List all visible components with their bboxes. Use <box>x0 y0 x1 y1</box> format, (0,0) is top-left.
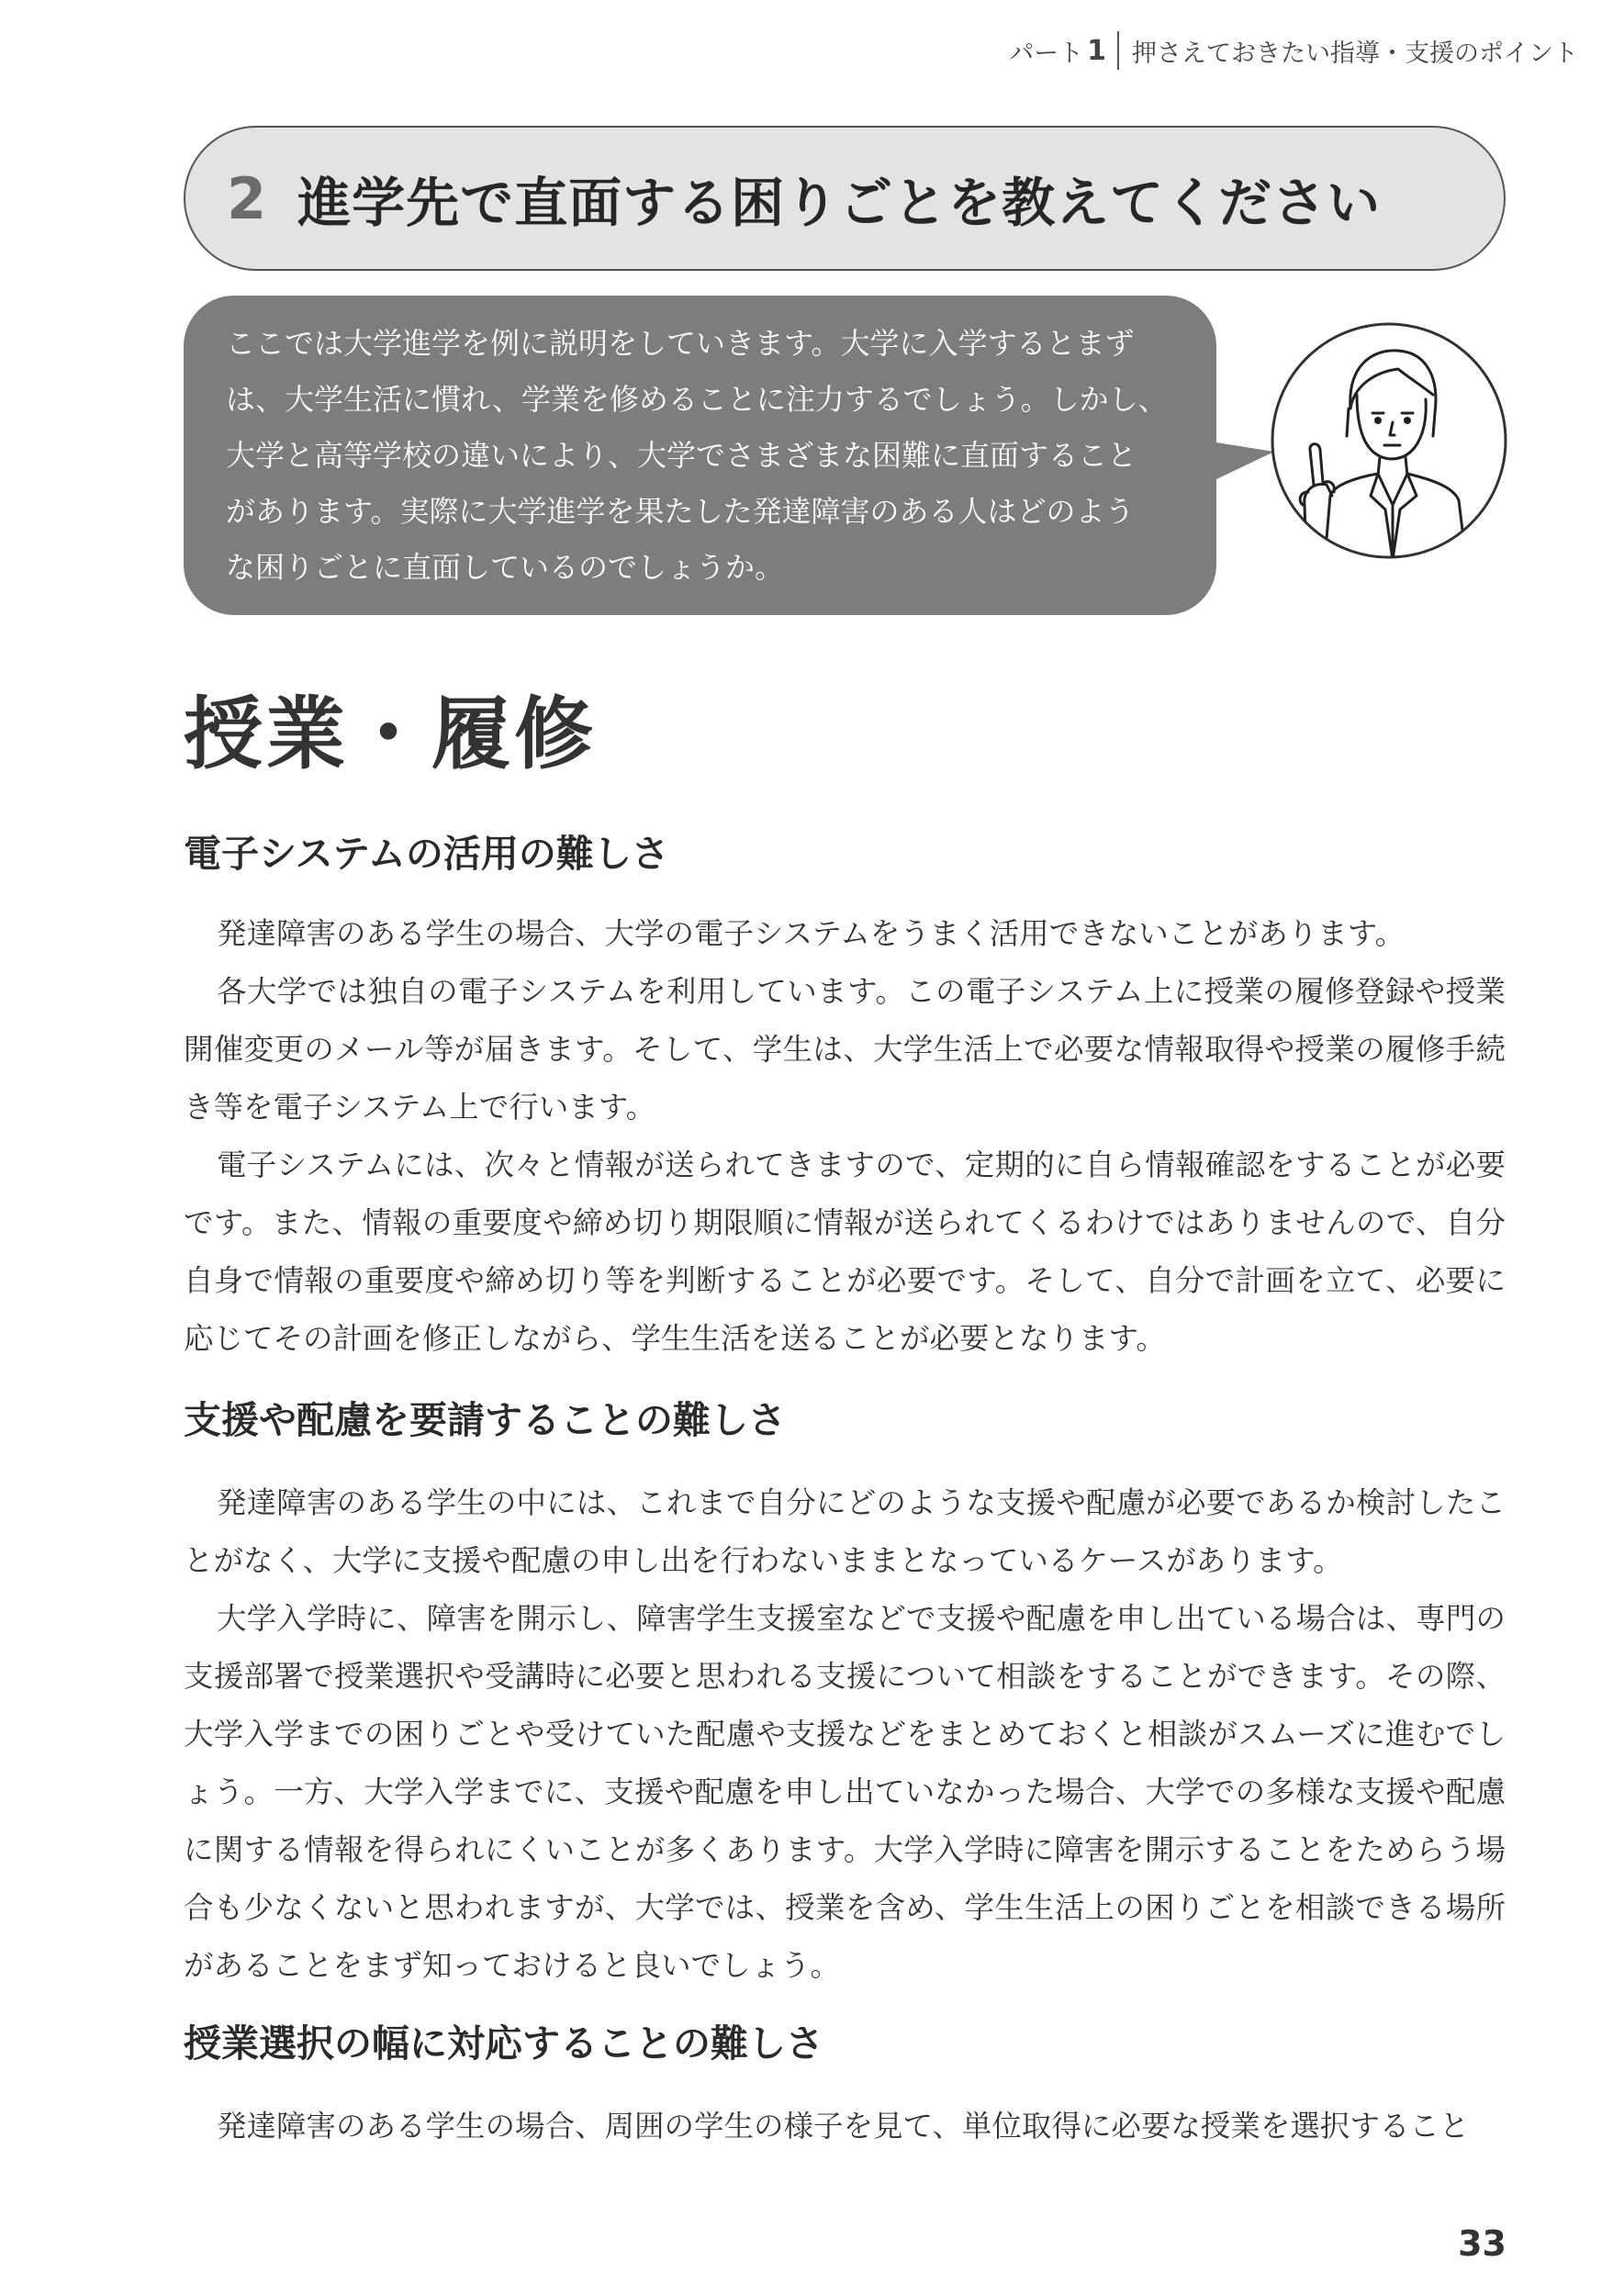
running-header <box>1009 33 1578 68</box>
subsection-heading: 授業選択の幅に対応することの難しさ <box>184 2021 823 2066</box>
teacher-avatar <box>1270 321 1508 560</box>
question-title-box <box>184 126 1506 271</box>
paragraph: 発達障害のある学生の場合、大学の電子システムをうまく活用できないことがあります。 <box>217 916 1406 951</box>
paragraph: 大学入学時に、障害を開示し、障害学生支援室などで支援や配慮を申し出ている場合は、専門の支援部署で授業選択や受講時に必要と思われる支援について相談をすることができます。その際、大学入学までの困りごとや受けていた配慮や支援などをまとめておくと相談がスムーズに進むでしょう。一方、大学入学までに、支援や配慮を申し出ていなかった場合、大学での多様な支援や配慮に関する情報を得られにくいことが多くあります。大学入学時に障害を開示することをためらう場合も少なくないと思われますが、大学では、授業を含め、学生生活上の困りごとを相談できる場所があることをまず知っておけると良いでしょう。 <box>184 1601 1506 1983</box>
header-divider <box>1117 31 1119 70</box>
paragraph: 各大学では独自の電子システムを利用しています。この電子システム上に授業の履修登録や授業開催変更のメール等が届きます。そして、学生は、大学生活上で必要な情報取得や授業の履修手続き等を電子システム上で行います。 <box>184 974 1506 1125</box>
section-heading: 授業・履修 <box>184 688 597 780</box>
teacher-illustration-icon <box>1270 321 1508 560</box>
paragraph: 発達障害のある学生の場合、周囲の学生の様子を見て、単位取得に必要な授業を選択すること <box>217 2109 1470 2144</box>
part-label: パート <box>1009 39 1084 68</box>
paragraph: 発達障害のある学生の中には、これまで自分にどのような支援や配慮が必要であるか検討したことがなく、大学に支援や配慮の申し出を行わないままとなっているケースがあります。 <box>184 1485 1506 1578</box>
bubble-line: は、大学生活に慣れ、学業を修めることに注力するでしょう。しかし、 <box>226 382 1168 417</box>
bubble-line: 大学と高等学校の違いにより、大学でさまざまな困難に直面すること <box>226 438 1137 473</box>
question-number: 2 <box>227 164 267 232</box>
question-title: 進学先で直面する困りごとを教えてください <box>297 172 1382 234</box>
part-number: 1 <box>1087 34 1106 67</box>
paragraph: 電子システムには、次々と情報が送られてきますので、定期的に自ら情報確認をすることが必要です。また、情報の重要度や締め切り期限順に情報が送られてくるわけではありませんので、自分自身で情報の重要度や締め切り等を判断することが必要です。そして、自分で計画を立て、必要に応じてその計画を修正しながら、学生生活を送ることが必要となります。 <box>184 1148 1506 1356</box>
bubble-line: があります。実際に大学進学を果たした発達障害のある人はどのよう <box>226 494 1135 529</box>
subsection-heading: 電子システムの活用の難しさ <box>184 832 669 876</box>
bubble-line: ここでは大学進学を例に説明をしていきます。大学に入学するとまず <box>226 326 1135 361</box>
page-number: 33 <box>1458 2223 1506 2264</box>
bubble-tail <box>1193 439 1276 494</box>
chapter-title: 押さえておきたい指導・支援のポイント <box>1132 39 1578 68</box>
subsection-heading: 支援や配慮を要請することの難しさ <box>184 1398 786 1442</box>
intro-speech-bubble <box>184 296 1216 615</box>
bubble-line: な困りごとに直面しているのでしょうか。 <box>226 550 785 585</box>
